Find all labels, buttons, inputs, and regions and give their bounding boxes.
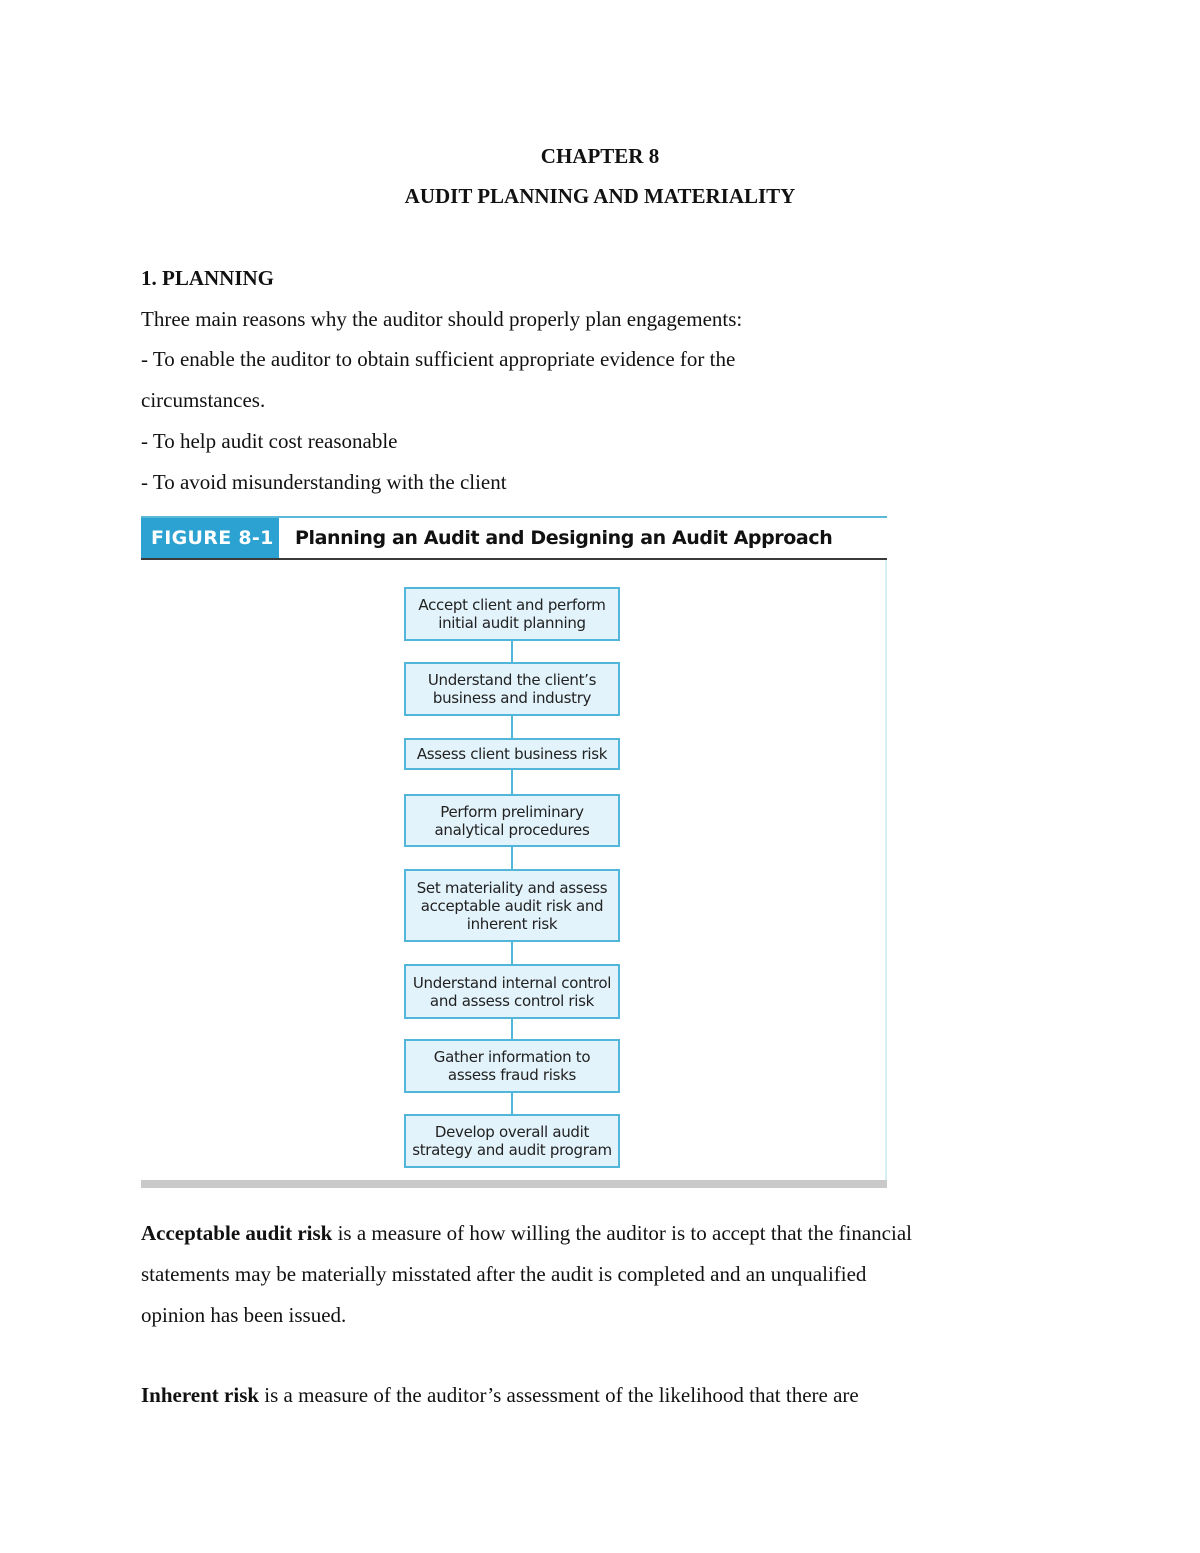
figure-bottom-rule [141,1180,887,1188]
reason-line: circumstances. [141,388,266,412]
reason-line: - To enable the auditor to obtain sufficient appropriate evidence for the [141,347,736,371]
figure-header [141,516,887,560]
definition-line: statements may be materially misstated after the audit is completed and an unqualified [141,1262,867,1286]
flow-step: Perform preliminary analytical procedures [404,794,620,847]
flow-connector [511,847,513,869]
definition-term: Acceptable audit risk [141,1221,333,1245]
flow-step: Set materiality and assess acceptable audit risk and inherent risk [404,869,620,942]
definition-text: is a measure of how willing the auditor is to accept that the financial [332,1221,912,1245]
reason-line: - To help audit cost reasonable [141,429,398,453]
flow-connector [511,1019,513,1039]
flow-connector [511,942,513,964]
definition-inherent-risk [141,1383,859,1408]
flow-step: Understand the client’s business and industry [404,662,620,716]
figure-title: Planning an Audit and Designing an Audit Approach [295,527,833,549]
chapter-number: CHAPTER 8 [540,144,660,168]
section-title: 1. PLANNING [141,266,275,290]
definition-acceptable-audit-risk [141,1221,912,1246]
definition-text: is a measure of the auditor’s assessment of the likelihood that there are [259,1383,859,1407]
flow-step: Accept client and perform initial audit planning [404,587,620,641]
flow-connector [511,716,513,738]
figure-8-1 [141,516,887,1188]
figure-border [885,560,887,1180]
reason-line: - To avoid misunderstanding with the client [141,470,507,494]
flow-connector [511,641,513,662]
definition-term: Inherent risk [141,1383,260,1407]
figure-label: FIGURE 8-1 [141,518,279,558]
flow-step: Understand internal control and assess control risk [404,964,620,1019]
flow-step: Develop overall audit strategy and audit program [404,1114,620,1168]
chapter-title: AUDIT PLANNING AND MATERIALITY [404,184,796,208]
flow-connector [511,1093,513,1114]
section-intro: Three main reasons why the auditor should properly plan engagements: [141,307,743,331]
flow-step: Gather information to assess fraud risks [404,1039,620,1093]
flow-step: Assess client business risk [404,738,620,770]
flow-connector [511,770,513,794]
definition-line: opinion has been issued. [141,1303,347,1327]
